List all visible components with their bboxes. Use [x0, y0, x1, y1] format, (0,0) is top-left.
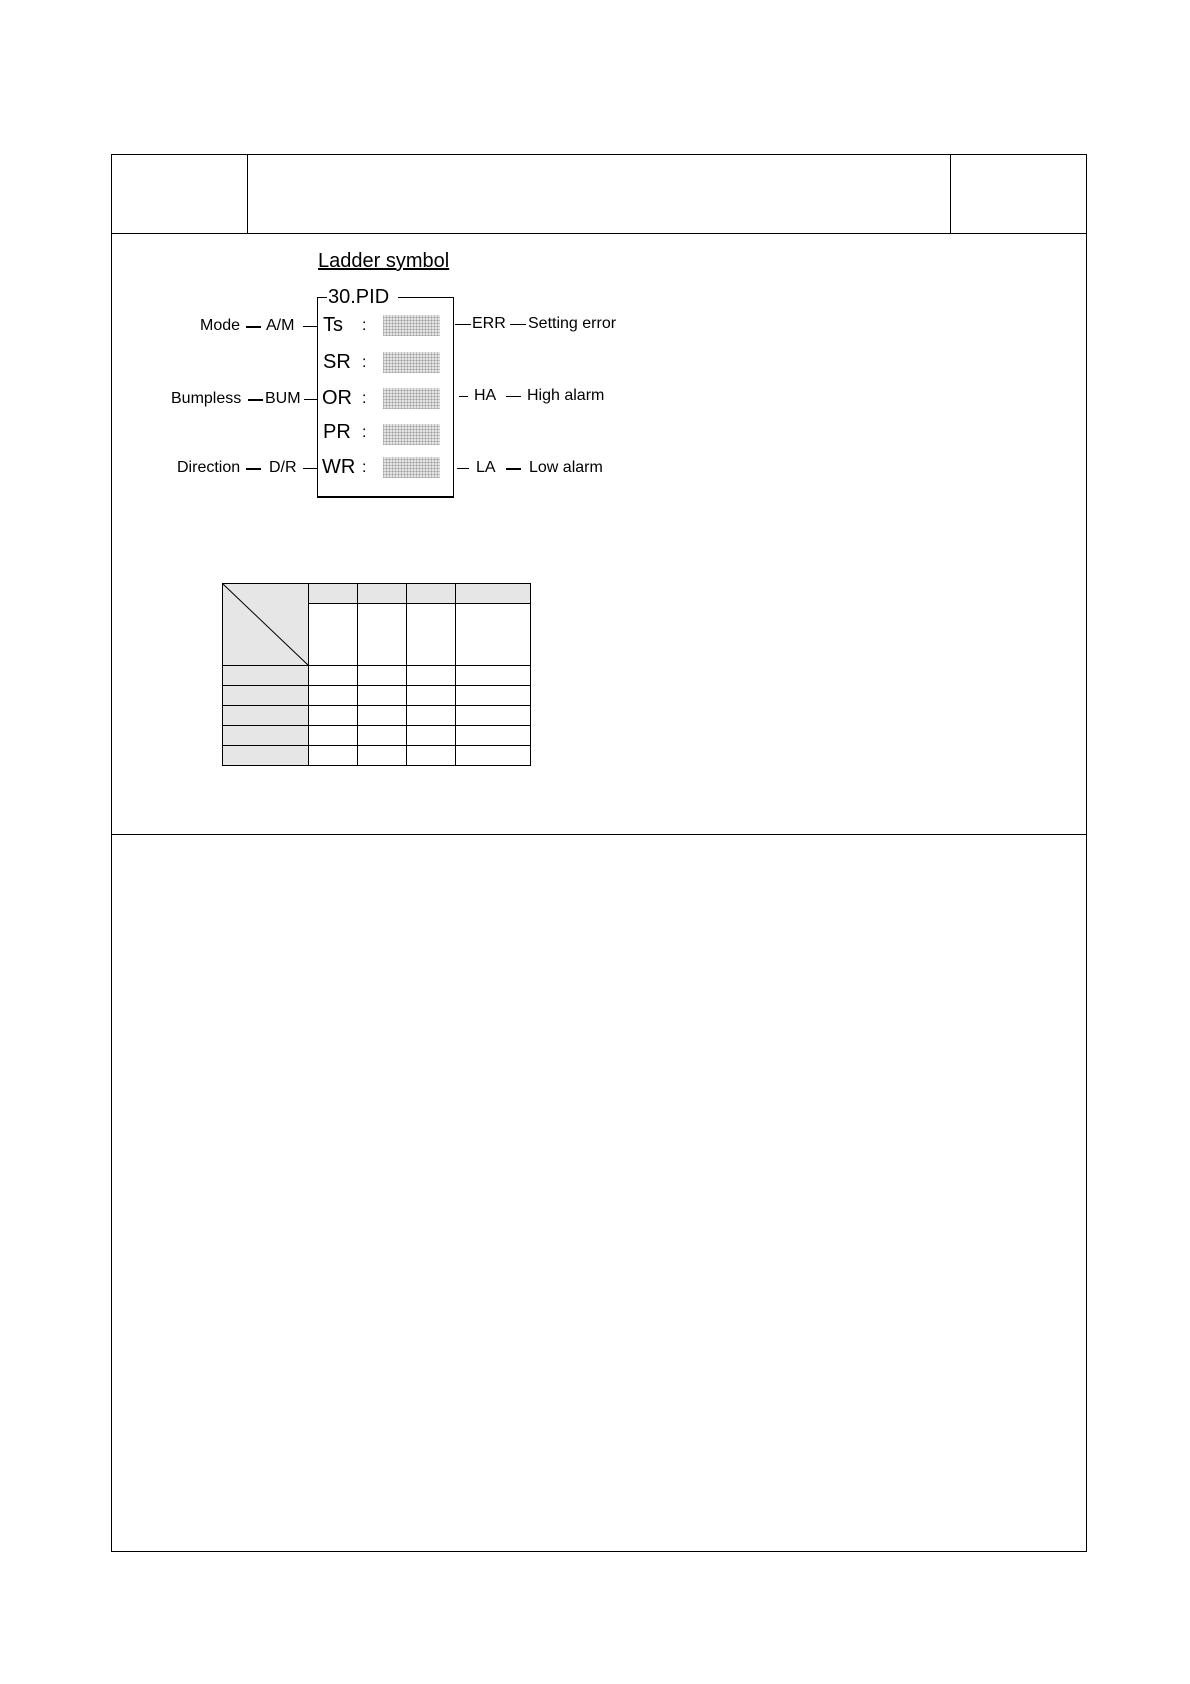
output-ha-pin: HA — [474, 387, 497, 404]
output-ha-label: High alarm — [527, 387, 605, 404]
table-cell — [309, 726, 358, 746]
input-mode-lead — [303, 326, 317, 327]
table-row-header — [223, 686, 309, 706]
ladder-symbol-title: Ladder symbol — [318, 250, 450, 272]
table-row — [223, 686, 531, 706]
operand-wr: WR — [322, 456, 356, 478]
input-mode-connector — [246, 326, 261, 328]
table-header-cell — [309, 584, 358, 604]
output-la-connector — [506, 468, 521, 470]
operand-separator: : — [362, 459, 367, 476]
input-bumpless-pin: BUM — [265, 390, 301, 407]
table-header-cell — [358, 584, 407, 604]
table-cell — [407, 706, 456, 726]
table-cell — [407, 726, 456, 746]
operand-or-value — [383, 388, 440, 409]
output-err-label: Setting error — [528, 315, 617, 332]
table-row — [223, 726, 531, 746]
table-subheader-cell — [358, 604, 407, 666]
input-direction-connector — [246, 468, 261, 470]
output-err-lead — [455, 324, 471, 325]
table-corner-diagonal — [223, 584, 309, 666]
operand-sr: SR — [323, 351, 351, 373]
table-cell — [358, 706, 407, 726]
output-ha-lead — [459, 396, 468, 397]
table-cell — [456, 666, 531, 686]
table-cell — [309, 706, 358, 726]
input-mode-label: Mode — [200, 317, 241, 334]
table-cell — [358, 726, 407, 746]
table-cell — [309, 746, 358, 766]
table-subheader-cell — [407, 604, 456, 666]
output-la-pin: LA — [476, 459, 496, 476]
operand-wr-value — [383, 457, 440, 478]
input-direction-lead — [303, 468, 317, 469]
input-direction-pin: D/R — [269, 459, 297, 476]
table-cell — [456, 686, 531, 706]
table-cell — [309, 666, 358, 686]
operand-ts: Ts — [323, 314, 343, 336]
output-ha-connector — [506, 396, 521, 397]
table-header-cell — [407, 584, 456, 604]
input-direction-label: Direction — [177, 459, 241, 476]
table-cell — [358, 746, 407, 766]
output-err-pin: ERR — [472, 315, 506, 332]
table-cell — [456, 746, 531, 766]
table-row-header — [223, 746, 309, 766]
table-cell — [407, 686, 456, 706]
operand-table — [222, 583, 531, 766]
input-bumpless-connector — [248, 399, 263, 401]
table-subheader-cell — [309, 604, 358, 666]
header-col-divider-right — [950, 154, 951, 234]
table-row-header — [223, 726, 309, 746]
operand-pr: PR — [323, 421, 351, 443]
table-row — [223, 706, 531, 726]
table-cell — [456, 726, 531, 746]
input-bumpless-label: Bumpless — [171, 390, 242, 407]
header-col-divider-left — [247, 154, 248, 234]
pid-block-name: 30.PID — [328, 286, 390, 308]
input-bumpless-lead — [304, 399, 317, 400]
table-row-header — [223, 706, 309, 726]
output-la-label: Low alarm — [529, 459, 603, 476]
table-cell — [358, 666, 407, 686]
table-row-header — [223, 666, 309, 686]
table-corner-cell — [223, 584, 309, 666]
table-header-cell — [456, 584, 531, 604]
operand-pr-value — [383, 424, 440, 445]
table-row — [223, 666, 531, 686]
operand-separator: : — [362, 354, 367, 371]
input-mode-pin: A/M — [266, 317, 295, 334]
output-la-lead — [457, 468, 469, 469]
table-cell — [456, 706, 531, 726]
section-divider — [111, 834, 1087, 835]
table-cell — [407, 746, 456, 766]
operand-ts-value — [383, 315, 440, 336]
page-frame — [111, 154, 1087, 1552]
operand-separator: : — [362, 317, 367, 334]
output-err-connector — [510, 324, 526, 325]
table-subheader-cell — [456, 604, 531, 666]
operand-separator: : — [362, 390, 367, 407]
table-row — [223, 746, 531, 766]
table-cell — [358, 686, 407, 706]
header-divider — [111, 233, 1087, 234]
operand-or: OR — [322, 387, 352, 409]
table-cell — [309, 686, 358, 706]
operand-separator: : — [362, 424, 367, 441]
table-cell — [407, 666, 456, 686]
operand-sr-value — [383, 352, 440, 373]
